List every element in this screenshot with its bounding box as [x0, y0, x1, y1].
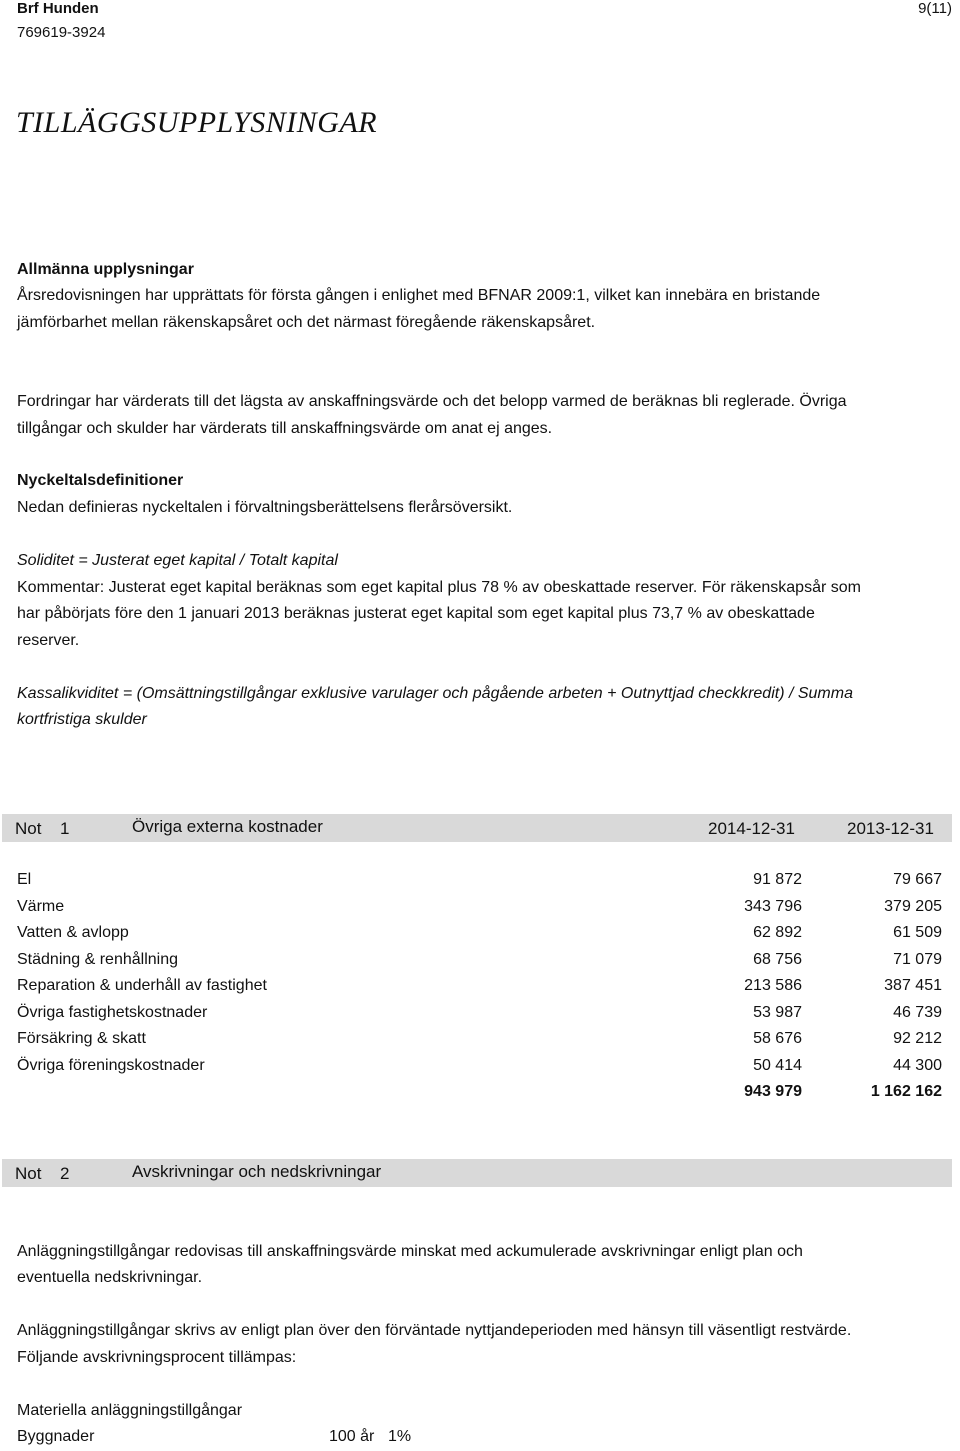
row-value-2013: 379 205 [884, 897, 942, 915]
kassalikviditet-line-1: Kassalikviditet = (Omsättningstillgångar exklusive varulager och pågående arbeten + Outnyttjad checkkredit) / Summa [17, 685, 853, 702]
general-heading: Allmänna upplysningar [17, 261, 194, 278]
table-row [17, 973, 942, 1000]
page-title: TILLÄGGSUPPLYSNINGAR [16, 106, 378, 139]
total-2013: 1 162 162 [870, 1083, 942, 1100]
row-value-2013: 92 212 [893, 1030, 942, 1047]
page-number: 9(11) [918, 0, 952, 17]
valuation-line-1: Fordringar har värderats till det lägsta av anskaffningsvärde och det belopp varmed de beräknas bli reglerade. Övriga [17, 393, 847, 410]
organization-number: 769619-3924 [17, 24, 106, 41]
valuation-line-2: tillgångar och skulder har värderats till anskaffningsvärde om anat ej anges. [17, 420, 553, 437]
depreciation-line-1: Anläggningstillgångar redovisas till anskaffningsvärde minskat med ackumulerade avskrivningar enligt plan och [17, 1243, 803, 1260]
organization-name: Brf Hunden [17, 0, 99, 17]
row-label: El [17, 871, 32, 888]
row-value-2014: 343 796 [744, 897, 802, 915]
row-label: Vatten & avlopp [17, 924, 129, 941]
general-line-1: Årsredovisningen har upprättats för första gången i enlighet med BFNAR 2009:1, vilket kan innebära en bristande [17, 287, 821, 304]
row-value-2013: 71 079 [893, 950, 942, 968]
soliditet-comment-3: reserver. [17, 632, 80, 649]
row-value-2014: 91 872 [753, 871, 802, 888]
row-value-2014: 53 987 [753, 1003, 802, 1021]
note-1-label: Not [15, 819, 42, 838]
row-value-2013: 387 451 [884, 977, 942, 994]
row-value-2014: 58 676 [753, 1030, 802, 1047]
depreciation-line-4: Följande avskrivningsprocent tillämpas: [17, 1349, 297, 1366]
note-1-header [2, 814, 952, 842]
table-row [17, 1000, 942, 1027]
table-row [17, 867, 942, 894]
row-label: Reparation & underhåll av fastighet [17, 977, 267, 994]
table-row [17, 1053, 942, 1080]
row-value-2013: 44 300 [893, 1056, 942, 1074]
soliditet-definition: Soliditet = Justerat eget kapital / Totalt kapital [17, 552, 338, 569]
table-row [17, 1026, 942, 1053]
key-ratios-heading: Nyckeltalsdefinitioner [17, 472, 184, 489]
note-1-title: Övriga externa kostnader [132, 817, 323, 836]
row-value-2014: 62 892 [753, 924, 802, 941]
tangible-assets-heading: Materiella anläggningstillgångar [17, 1402, 243, 1419]
depreciation-line-3: Anläggningstillgångar skrivs av enligt plan över den förväntade nyttjandeperioden med hänsyn till väsentligt restvärde. [17, 1322, 852, 1339]
table-row [17, 920, 942, 947]
buildings-rate: 1% [388, 1428, 412, 1445]
row-value-2014: 68 756 [753, 950, 802, 968]
row-label: Övriga föreningskostnader [17, 1056, 205, 1074]
note-2-header [2, 1159, 952, 1187]
table-total-row [17, 1079, 942, 1106]
total-2014: 943 979 [744, 1083, 802, 1100]
row-label: Städning & renhållning [17, 950, 179, 968]
row-label: Övriga fastighetskostnader [17, 1003, 208, 1021]
soliditet-comment-2: har påbörjats före den 1 januari 2013 beräknas justerat eget kapital som eget kapital plus 73,7 % av obeskattade [17, 605, 815, 622]
note-1-number: 1 [60, 819, 70, 838]
row-value-2013: 79 667 [893, 871, 942, 888]
row-value-2014: 213 586 [744, 977, 802, 994]
table-row [17, 894, 942, 921]
note-2-title: Avskrivningar och nedskrivningar [132, 1162, 382, 1181]
row-label: Försäkring & skatt [17, 1030, 146, 1047]
row-value-2013: 46 739 [893, 1003, 942, 1021]
table-row [17, 947, 942, 974]
note-1-col-2013: 2013-12-31 [847, 819, 934, 838]
depreciation-line-2: eventuella nedskrivningar. [17, 1269, 203, 1286]
row-value-2013: 61 509 [893, 924, 942, 941]
key-ratios-intro: Nedan definieras nyckeltalen i förvaltningsberättelsens flerårsöversikt. [17, 499, 513, 516]
note-2-label: Not [15, 1164, 42, 1183]
row-value-2014: 50 414 [753, 1056, 802, 1074]
note-1-col-2014: 2014-12-31 [708, 819, 795, 838]
row-label: Värme [17, 897, 65, 915]
buildings-years: 100 år [329, 1428, 375, 1445]
soliditet-comment-1: Kommentar: Justerat eget kapital beräknas som eget kapital plus 78 % av obeskattade reserver. För räkenskapsår som [17, 579, 861, 596]
kassalikviditet-line-2: kortfristiga skulder [17, 711, 147, 728]
note-2-number: 2 [60, 1164, 70, 1183]
buildings-label: Byggnader [17, 1428, 95, 1445]
general-line-2: jämförbarhet mellan räkenskapsåret och det närmast föregående räkenskapsåret. [17, 314, 596, 331]
